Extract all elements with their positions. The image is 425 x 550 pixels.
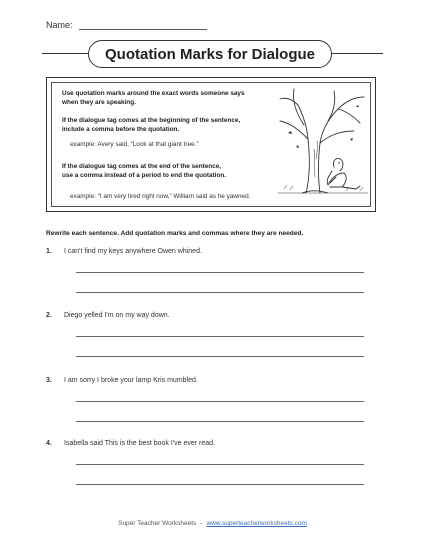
answer-line[interactable] <box>76 272 364 273</box>
tree-illustration <box>276 87 370 199</box>
answer-line[interactable] <box>76 401 364 402</box>
answer-line[interactable] <box>76 292 364 293</box>
rule-2: If the dialogue tag comes at the beginning of the sentence, include a comma before the quotation. <box>62 117 241 133</box>
rule-3: If the dialogue tag comes at the end of the sentence, use a comma instead of a period to end the quotation. <box>62 163 227 179</box>
exercise-item-1: 1. I can't find my keys anywhere Owen whined. <box>46 248 202 255</box>
answer-line[interactable] <box>76 464 364 465</box>
name-line[interactable] <box>79 21 207 30</box>
exercise-item-2: 2. Diego yelled I'm on my way down. <box>46 312 170 319</box>
answer-line[interactable] <box>76 356 364 357</box>
exercise-item-4: 4. Isabella said This is the best book I've ever read. <box>46 440 216 447</box>
instructions-inner <box>51 82 371 207</box>
example-1: example: Avery said, “Look at that giant tree.” <box>70 141 199 148</box>
footer-separator: - <box>200 520 203 527</box>
footer <box>0 520 425 527</box>
answer-line[interactable] <box>76 336 364 337</box>
page-title: Quotation Marks for Dialogue <box>88 40 332 68</box>
example-2: example: “I am very tired right now,” William said as he yawned. <box>70 193 251 200</box>
directions: Rewrite each sentence. Add quotation marks and commas where they are needed. <box>46 230 304 237</box>
exercise-item-3: 3. I am sorry I broke your lamp Kris mumbled. <box>46 377 198 384</box>
instructions-box <box>46 77 376 212</box>
answer-line[interactable] <box>76 421 364 422</box>
name-field <box>46 20 207 30</box>
rule-1: Use quotation marks around the exact words someone says when they are speaking. <box>62 90 245 106</box>
footer-brand: Super Teacher Worksheets <box>118 520 197 527</box>
footer-link[interactable]: www.superteacherworksheets.com <box>206 520 307 527</box>
answer-line[interactable] <box>76 484 364 485</box>
name-label: Name: <box>46 20 73 30</box>
